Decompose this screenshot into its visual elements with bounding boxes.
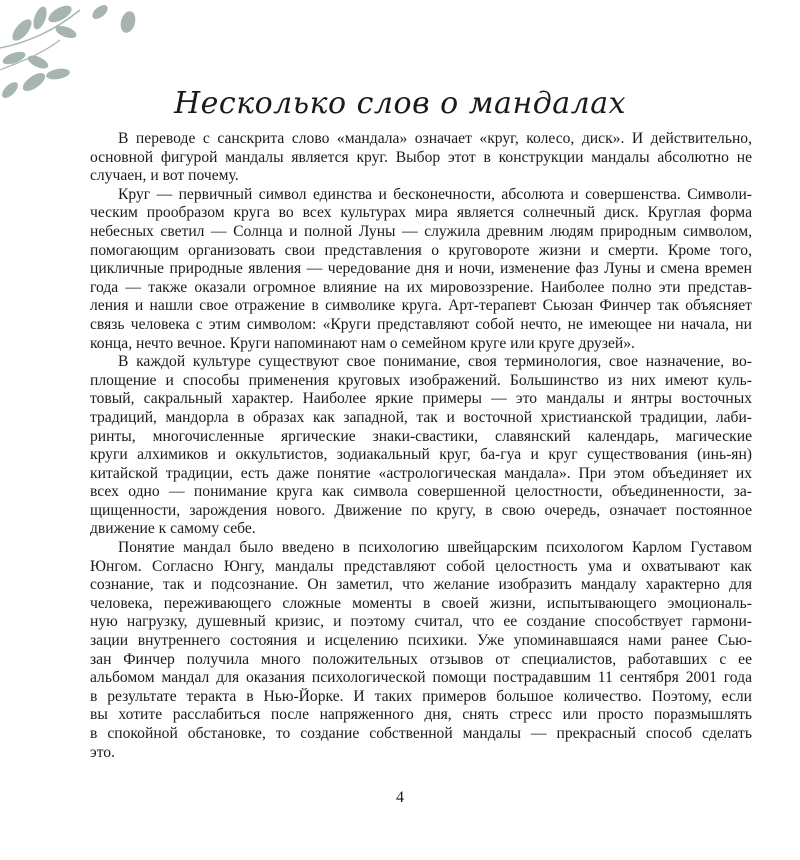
page-title: Несколько слов о мандалах [173,86,627,121]
text-line: в спокойной обстановке, то создание собственной мандалы — прекрасный способ сделать [90,725,752,742]
text-line: зации внутреннего состояния и исцелению психики. Уже упоминавшаяся нами ранее Сью- [90,632,752,650]
text-line: в результате теракта в Нью-Йорке. И таких примеров большое количество. Поэтому, если [90,687,752,705]
text-line: сознание, так и подсознание. Он заметил, что желание изобразить мандалу характерно для [90,576,752,594]
text-line: основной фигурой мандалы является круг. Выбор этот в конструкции мандалы абсолютно не [90,148,752,166]
text-line: зан Финчер получила много положительных отзывов от специалистов, работавших с ее [90,650,752,668]
text-line: движение к самому себе. [90,520,256,538]
leaf-branch-icon [0,0,150,100]
text-line: конца, нечто вечное. Круги напоминают нам о семейном круге или круге друзей». [90,334,635,352]
text-line: связь человека с этим символом: «Круги представляют собой нечто, не имеющее ни начала, ни [90,315,752,333]
text-line: всех одно — понимание круга как символа совершенной целостности, объединенности, за- [90,483,752,501]
text-line: традиций, мандорла в образах как западной, так и восточной христианской традиции, лаби- [90,408,752,426]
text-line: товый, сакральный характер. Наиболее яркие примеры — это мандалы и янтры восточных [90,390,752,408]
text-line: альбомом мандал для оказания психологической помощи пострадавшим 11 сентября 2001 года [90,669,752,687]
text-line: В каждой культуре существуют свое понимание, своя терминология, свое назначение, во- [118,353,752,371]
text-line: Круг — первичный символ единства и бесконечности, абсолюта и совершенства. Символи- [118,185,752,203]
text-line: ную нагрузку, душевный кризис, и поэтому считал, что ее создание способствует гармони- [90,613,752,631]
text-line: ления и нашли свое отражение в символике круга. Арт-терапевт Сьюзан Финчер так объясняет [90,297,752,315]
text-line: цикличные природные явления — чередование дня и ночи, изменение фаз Луны и смена времен [90,260,752,278]
text-line: вы хотите расслабиться после напряженного дня, снять стресс или просто поразмышлять [90,706,752,724]
text-line: небесных светил — Солнца и полной Луны — служила древним людям природным символом, [90,222,752,240]
text-line: Понятие мандал было введено в психологию швейцарским психологом Карлом Густавом [118,539,752,557]
text-line: площение и способы применения круговых изображений. Большинство из них имеют куль- [90,371,752,389]
paragraph [90,353,752,539]
text-line: ческим прообразом круга во всех культурах мира является солнечный диск. Круглая форма [90,204,752,222]
text-line: года — также оказали огромное влияние на их мировоззрение. Наиболее полно эти представ- [90,278,752,296]
paragraph [90,539,752,762]
body-text [90,130,752,762]
paragraph [90,130,752,186]
text-line: это. [90,743,115,761]
text-line: щищенности, зарождения нового. Движение по кругу, в свою очередь, означает постоянное [90,501,752,519]
page-number: 4 [396,789,404,806]
text-line: ринты, многочисленные яргические знаки-свастики, славянский календарь, магические [90,427,752,445]
text-line: человека, переживающего сложные моменты в своей жизни, испытывающего эмоциональ- [90,594,752,612]
text-line: случаен, и вот почему. [90,167,239,185]
text-line: помогающим организовать свои представления о круговороте жизни и смерти. Кроме того, [90,241,752,259]
paragraph [90,186,752,353]
text-line: круги алхимиков и оккультистов, зодиакальный круг, ба-гуа и круг существования (инь-ян) [90,446,752,464]
text-line: китайской традиции, есть даже понятие «астрологическая мандала». При этом объединяет их [90,464,752,482]
text-line: Юнгом. Согласно Юнгу, мандалы представляют собой целостность ума и охватывают как [90,557,752,575]
text-line: В переводе с санскрита слово «мандала» означает «круг, колесо, диск». И действительно, [118,130,752,147]
